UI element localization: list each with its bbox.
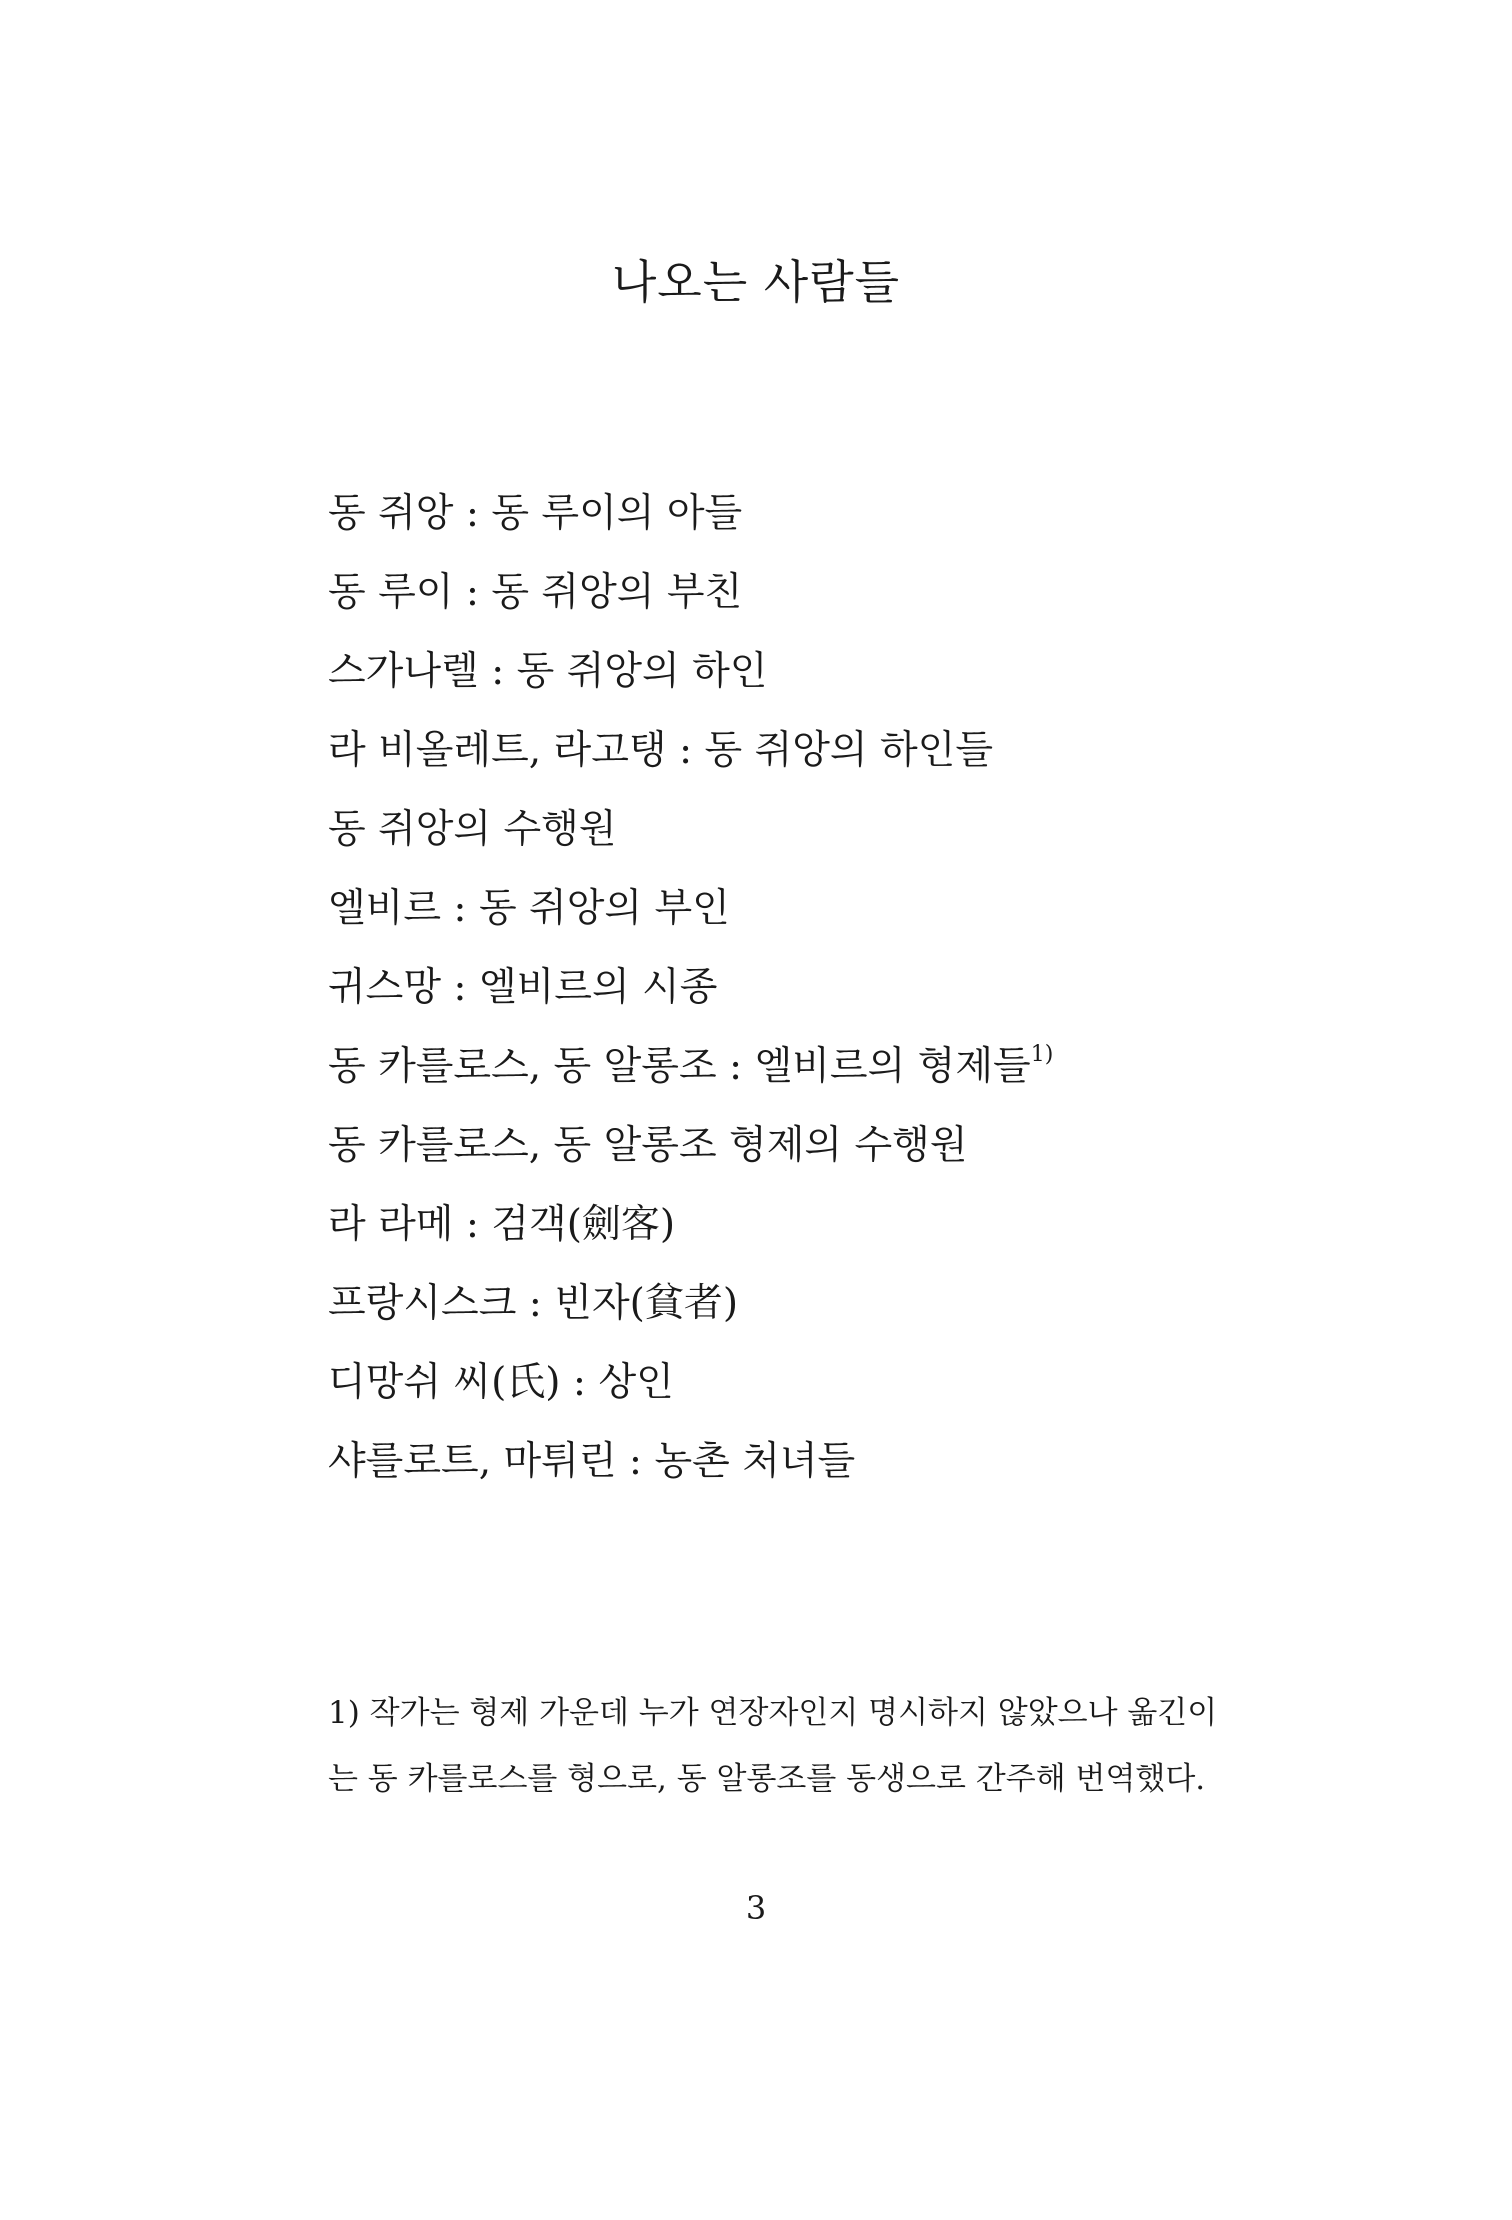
cast-item-text: 프랑시스크 : 빈자(貧者)	[328, 1281, 739, 1326]
page-number: 3	[745, 1889, 767, 1927]
page-title: 나오는 사람들	[611, 255, 901, 309]
cast-item-text: 동 쥐앙 : 동 루이의 아들	[328, 491, 743, 536]
cast-item	[328, 1351, 1288, 1430]
cast-item	[328, 640, 1288, 719]
cast-item	[328, 1035, 1288, 1114]
cast-list	[328, 482, 1288, 1509]
footnote-line: 1) 작가는 형제 가운데 누가 연장자인지 명시하지 않았으나 옮긴이	[328, 1695, 1218, 1731]
cast-item	[328, 1272, 1288, 1351]
cast-item	[328, 719, 1288, 798]
cast-item-text: 동 쥐앙의 수행원	[328, 807, 617, 852]
cast-item-text: 동 카를로스, 동 알롱조 : 엘비르의 형제들	[328, 1044, 1031, 1089]
cast-item-text: 동 카를로스, 동 알롱조 형제의 수행원	[328, 1123, 968, 1168]
cast-item-text: 라 라메 : 검객(劍客)	[328, 1202, 676, 1247]
cast-item	[328, 877, 1288, 956]
cast-item	[328, 482, 1288, 561]
cast-item-text: 귀스망 : 엘비르의 시종	[328, 965, 718, 1010]
cast-item-text: 디망쉬 씨(氏) : 상인	[328, 1360, 674, 1405]
cast-item	[328, 1193, 1288, 1272]
footnote	[328, 1680, 1268, 1812]
cast-item-text: 엘비르 : 동 쥐앙의 부인	[328, 886, 730, 931]
footnote-marker[interactable]: 1)	[1030, 1042, 1054, 1067]
cast-item	[328, 798, 1288, 877]
cast-item	[328, 1114, 1288, 1193]
cast-item	[328, 561, 1288, 640]
footnote-line: 는 동 카를로스를 형으로, 동 알롱조를 동생으로 간주해 번역했다.	[328, 1761, 1206, 1797]
cast-item-text: 라 비올레트, 라고탱 : 동 쥐앙의 하인들	[328, 728, 994, 773]
cast-item-text: 동 루이 : 동 쥐앙의 부친	[328, 570, 743, 615]
cast-item	[328, 1430, 1288, 1509]
cast-item	[328, 956, 1288, 1035]
cast-item-text: 샤를로트, 마튀린 : 농촌 처녀들	[328, 1439, 856, 1484]
cast-item-text: 스가나렐 : 동 쥐앙의 하인	[328, 649, 768, 694]
